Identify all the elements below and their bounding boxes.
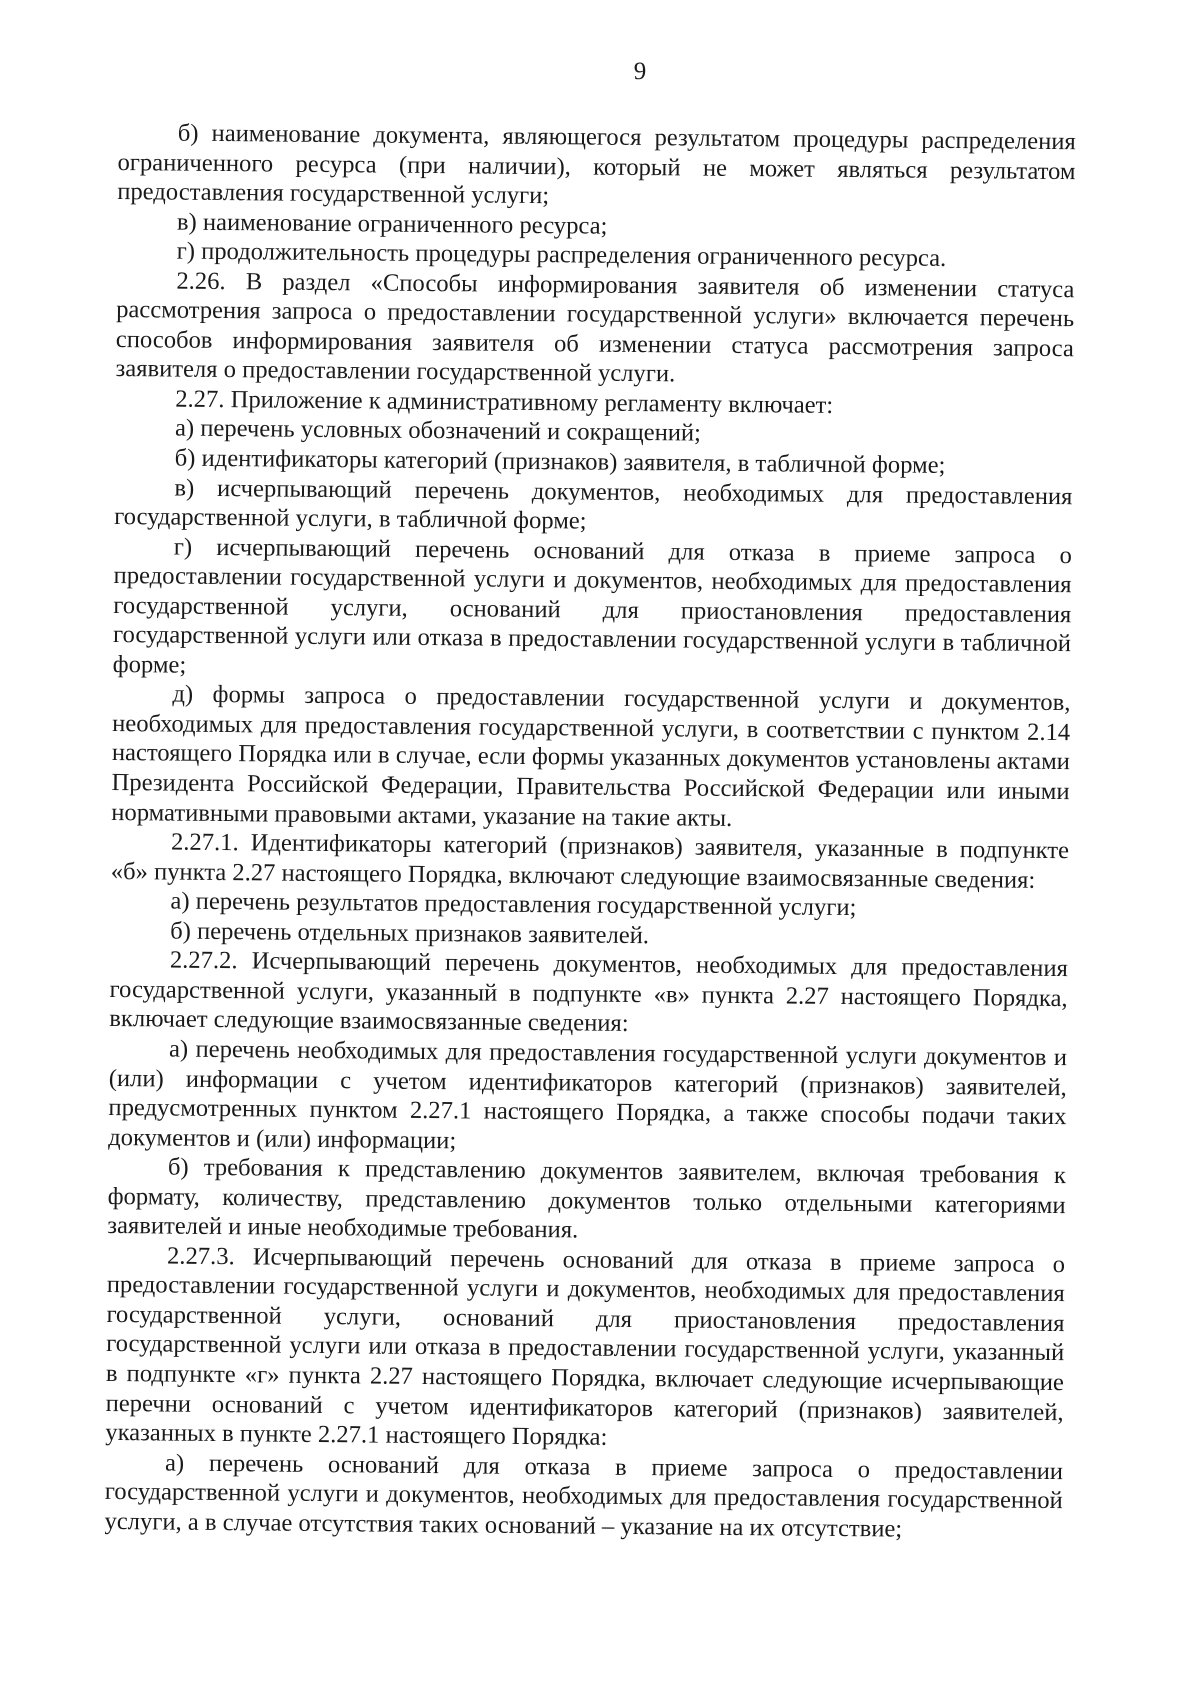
paragraph-2-27-1-a: а) перечень результатов предоставления государственной услуги;	[170, 887, 857, 922]
paragraph-2-25-v: в) наименование ограниченного ресурса;	[176, 208, 608, 240]
paragraph-2-27-d: д) формы запроса о предоставлении государственной услуги и документов, необходимых для предоставления государственной услуги, в соответствии с пунктом 2.14 настоящего Порядка или в случае, если формы указанных документов установлены актами Президента Российской Федерации, Правительства Российской Федерации или иными нормативными правовыми актами, указание на такие акты.	[111, 680, 1071, 832]
paragraph-2-27-2-a: а) перечень необходимых для предоставления государственной услуги документов и (или) информации с учетом идентификаторов категорий (признаков) заявителей, предусмотренных пунктом 2.27.1 настоящего Порядка, а также способы подачи таких документов и (или) информации;	[108, 1035, 1068, 1154]
paragraph-2-27-3: 2.27.3. Исчерпывающий перечень оснований для отказа в приеме запроса о предоставлении государственной услуги и документов, необходимых для предоставления государственной услуги, оснований для приостановления предоставления государственной услуги или отказа в предоставлении государственной услуги, указанный в подпункте «г» пункта 2.27 настоящего Порядка, включает следующие исчерпывающие перечни оснований с учетом идентификаторов категорий (признаков) заявителей, указанных в пункте 2.27.1 настоящего Порядка:	[105, 1242, 1066, 1451]
paragraph-2-27-1: 2.27.1. Идентификаторы категорий (признаков) заявителя, указанные в подпункте «б» пункта 2.27 настоящего Порядка, включают следующие взаимосвязанные сведения:	[110, 828, 1070, 894]
paragraph-2-27: 2.27. Приложение к административному регламенту включает:	[175, 385, 834, 419]
document-body	[104, 118, 1076, 1545]
paragraph-2-27-g: г) исчерпывающий перечень оснований для отказа в приеме запроса о предоставлении государственной услуги и документов, необходимых для предоставления государственной услуги, оснований для приостановления предоставления государственной услуги или отказа в предоставлении государственной услуги в табличной форме;	[112, 533, 1072, 679]
page-number: 9	[633, 58, 647, 85]
paragraph-2-27-1-b: б) перечень отдельных признаков заявителей.	[170, 917, 650, 949]
paragraph-2-25-b: б) наименование документа, являющегося результатом процедуры распределения ограниченного ресурса (при наличии), который не может являться результатом предоставления государственной услуги;	[117, 119, 1076, 210]
paragraph-2-27-b: б) идентификаторы категорий (признаков) заявителя, в табличной форме;	[174, 444, 946, 479]
paragraph-2-27-v: в) исчерпывающий перечень документов, необходимых для предоставления государственной услуги, в табличной форме;	[114, 474, 1073, 535]
paragraph-2-27-2-b: б) требования к представлению документов заявителем, включая требования к формату, количеству, представлению документов только отдельными категориями заявителей и иные необходимые требования.	[107, 1153, 1067, 1244]
paragraph-2-26: 2.26. В раздел «Способы информирования заявителя об изменении статуса рассмотрения запроса о предоставлении государственной услуги» включается перечень способов информирования заявителя об изменении статуса рассмотрения запроса заявителя о предоставлении государственной услуги.	[115, 267, 1075, 388]
paragraph-2-25-g: г) продолжительность процедуры распределения ограниченного ресурса.	[176, 237, 947, 273]
paragraph-2-27-2: 2.27.2. Исчерпывающий перечень документов, необходимых для предоставления государственной услуги, указанный в подпункте «в» пункта 2.27 настоящего Порядка, включает следующие взаимосвязанные сведения:	[109, 946, 1069, 1038]
paragraph-2-27-3-a: а) перечень оснований для отказа в приеме запроса о предоставлении государственной услуги и документов, необходимых для предоставления государственной услуги, а в случае отсутствия таких оснований – указание на их отсутствие;	[104, 1449, 1064, 1543]
paragraph-2-27-a: а) перечень условных обозначений и сокращений;	[174, 415, 702, 448]
